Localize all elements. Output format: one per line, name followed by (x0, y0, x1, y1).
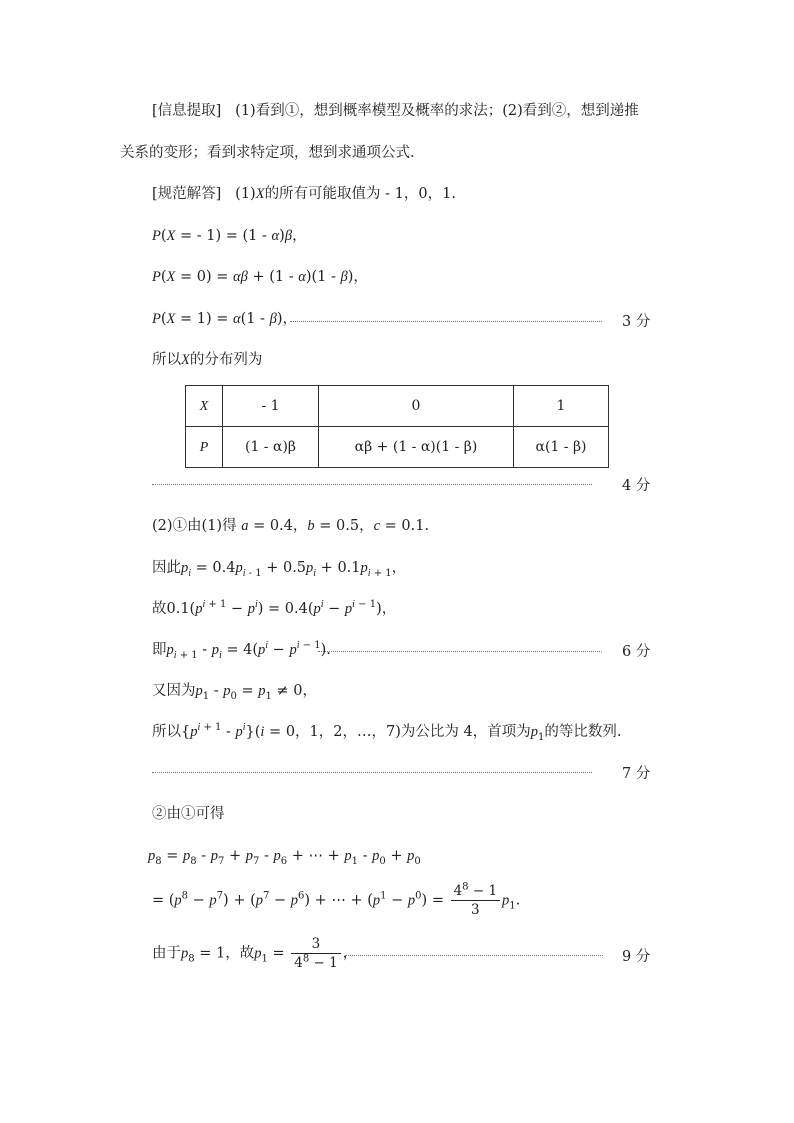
dot-leader (152, 772, 592, 773)
eq-telescope-2: = $(p^8 - p^7) + (p^7 - p^6)$ + ⋯ + $(p^1 - p^0)$ = $\frac{4^8 - 1}{3}$ $p_1$. (152, 881, 521, 918)
part2-b: = 0.4， (253, 518, 308, 534)
dot-leader (318, 651, 602, 652)
table-cell: P (186, 427, 223, 468)
eq-hence: 故$0.1(p^{i + 1} - p^i) = 0.4(p^i - p^{i - 1})$， (152, 599, 397, 617)
table-cell: (1 - α)β (223, 427, 319, 468)
eq-px-0: P(X = 0) = αβ + (1 - α)(1 - β)， (152, 269, 368, 285)
so-a: 所以{ (152, 724, 191, 740)
part2-line: (2)①由(1)得 a = 0.4，b = 0.5，c = 0.1. (152, 518, 430, 534)
part2-c: = 0.5， (319, 518, 374, 534)
part1-text: 的所有可能取值为 - 1，0，1. (264, 186, 456, 202)
score-9: 9 分 (622, 949, 651, 965)
score-7: 7 分 (622, 766, 651, 782)
ie-text: 即 (152, 642, 167, 658)
part2-a: (2)①由(1)得 (152, 518, 237, 534)
dot-leader (290, 321, 602, 322)
eq-geometric: 所以$\{p^{i + 1} - p^i\}(i = 0$，1，2，…，7)为公比为 4，首项为$p_1$的等比数列. (152, 722, 622, 743)
fraction: $\frac{4^8 - 1}{3}$ (451, 882, 500, 919)
hence-text: 故 (152, 601, 167, 617)
eq-also: 又因为$p_1 - p_0 = p_1 \ne 0$， (152, 683, 317, 702)
eq-p1: 由于$p_8 = 1$，故$p_1$ = $\frac{3}{4^8 - 1}$ ， (152, 936, 358, 971)
dist-intro: 所以X的分布列为 (152, 352, 263, 368)
eq-px-neg1: P(X = - 1) = (1 - α)β， (152, 228, 307, 244)
score-4: 4 分 (622, 478, 651, 494)
info-label: [信息提取] (152, 103, 222, 119)
info-line-1 (152, 101, 639, 121)
from1-text: ②由①可得 (152, 806, 225, 822)
from1-line (152, 804, 225, 824)
table-cell: X (186, 386, 223, 427)
so-b: 为公比为 4，首项为 (400, 724, 531, 740)
eq-px-1: P(X = 1) = α(1 - β)， (152, 311, 298, 327)
dist-intro-a: 所以 (152, 352, 181, 368)
part1-marker: (1) (235, 186, 256, 202)
info-line-2 (120, 143, 415, 163)
dot-leader (152, 484, 592, 485)
solution-line-1: [规范解答] (1)X的所有可能取值为 - 1，0，1. (152, 186, 456, 202)
table-row (186, 427, 609, 468)
fraction: $\frac{3}{4^8 - 1}$ (291, 935, 340, 972)
table-cell: αβ + (1 - α)(1 - β) (319, 427, 514, 468)
table-row (186, 386, 609, 427)
table-cell: α(1 - β) (514, 427, 609, 468)
dot-leader (345, 955, 603, 956)
table-cell: 1 (514, 386, 609, 427)
eq-telescope-1: $p_8 = p_8 - p_7 + p_7 - p_6$ + ⋯ + $p_1 - p_0 + p_0$ (148, 848, 421, 867)
eq-ie: 即$p_{i + 1} - p_i = 4(p^i - p^{i - 1})$. (152, 640, 331, 661)
info-text-1: (1)看到①，想到概率模型及概率的求法；(2)看到②，想到递推 (235, 103, 639, 119)
so-p1-text: ，故 (225, 945, 255, 962)
table-cell: 0 (319, 386, 514, 427)
distribution-table (185, 385, 609, 468)
solution-label: [规范解答] (152, 186, 222, 202)
so-c: 的等比数列. (544, 724, 622, 740)
since-text: 由于 (152, 945, 181, 962)
score-3: 3 分 (622, 314, 651, 330)
score-6: 6 分 (622, 644, 651, 660)
part2-d: = 0.1. (384, 518, 430, 534)
because-text: 因此 (152, 560, 181, 576)
table-cell: - 1 (223, 386, 319, 427)
info-text-2: 关系的变形；看到求特定项，想到求通项公式. (120, 145, 415, 161)
also-text: 又因为 (152, 683, 196, 699)
dist-intro-b: 的分布列为 (189, 352, 263, 368)
eq-recurrence: 因此$p_i = 0.4p_{i - 1} + 0.5p_i + 0.1p_{i + 1}$， (152, 560, 407, 579)
